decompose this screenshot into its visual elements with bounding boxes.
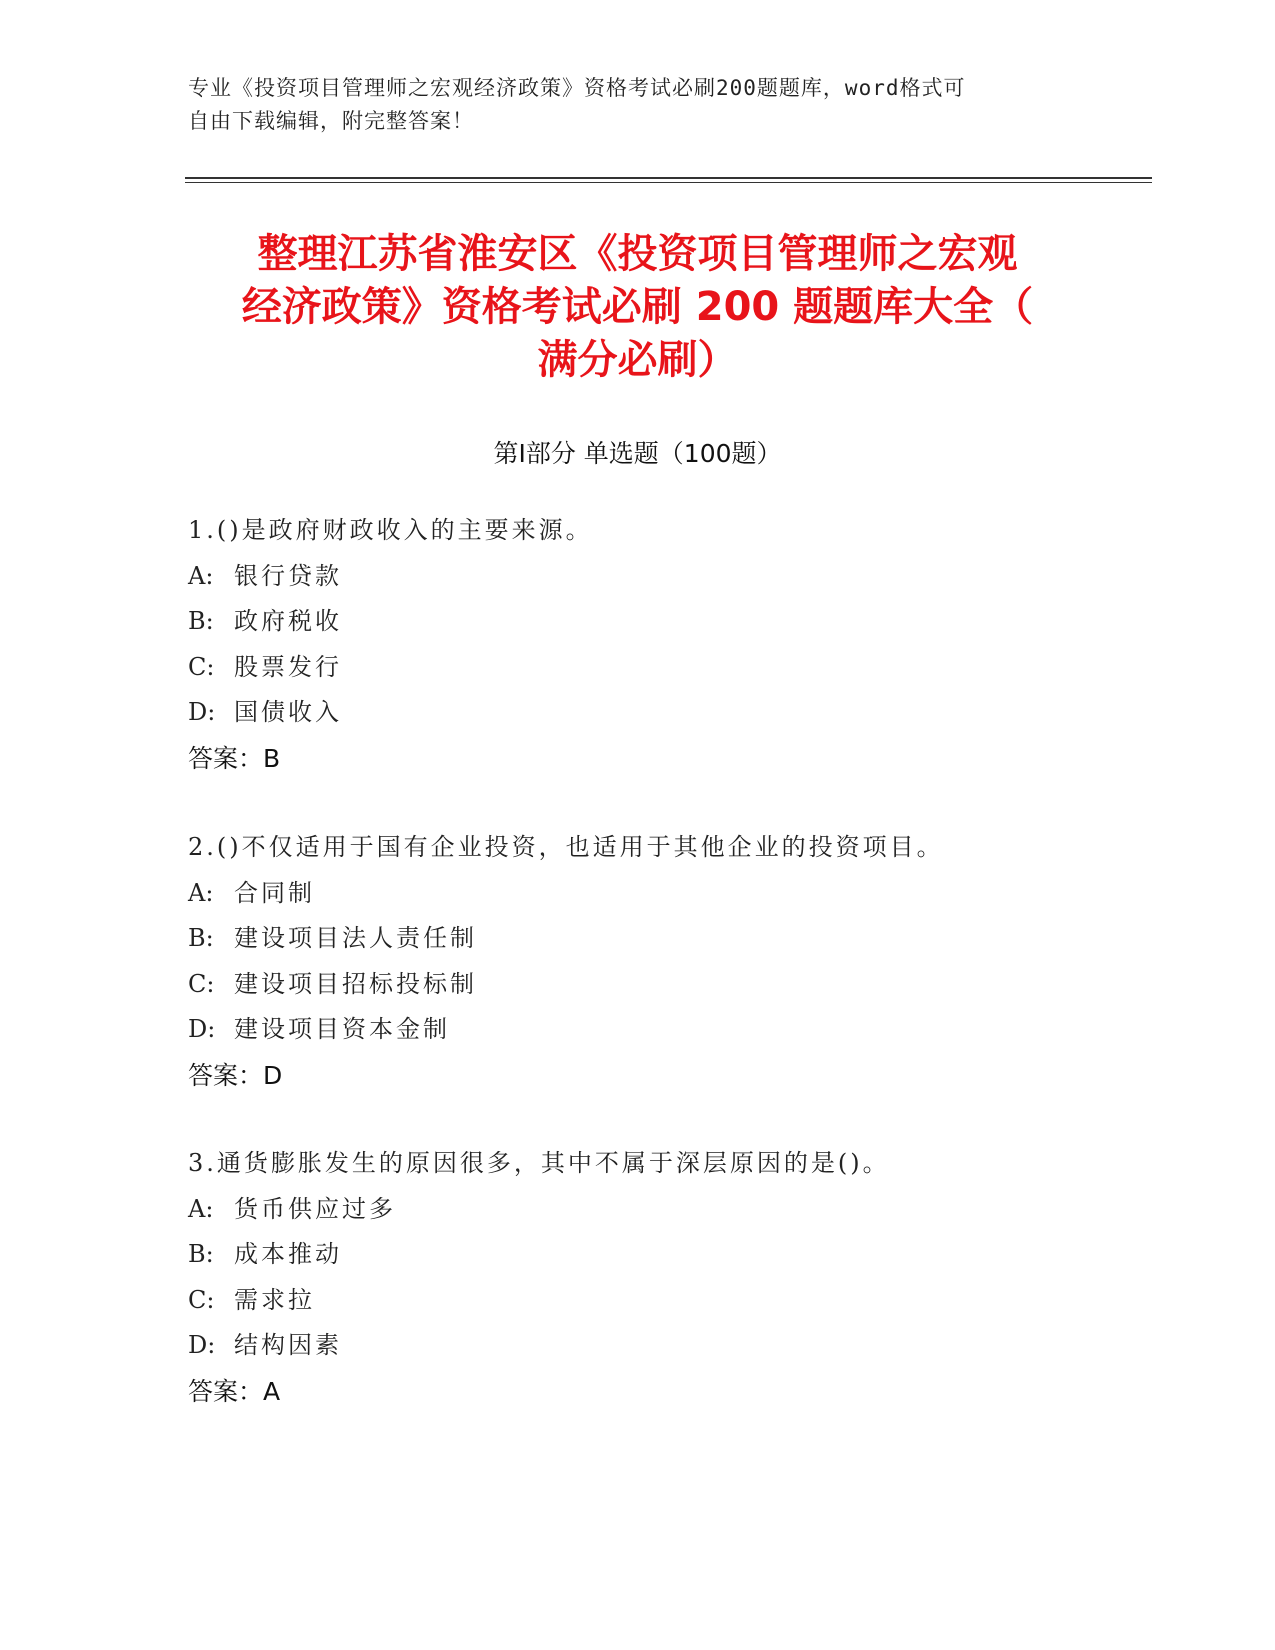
option-text: 银行贷款 <box>234 561 342 590</box>
option-key: B: <box>188 1240 214 1268</box>
title-line: 整理江苏省淮安区《投资项目管理师之宏观 <box>257 231 1018 277</box>
option-key: A: <box>188 561 214 590</box>
header-note-line: 专业《投资项目管理师之宏观经济政策》资格考试必刷200题题库，word格式可 <box>188 76 966 100</box>
question-block <box>188 825 1148 1098</box>
question-option <box>188 962 1148 1008</box>
document-title <box>160 228 1115 387</box>
question-stem: 3.通货膨胀发生的原因很多，其中不属于深层原因的是()。 <box>188 1149 890 1177</box>
option-text: 货币供应过多 <box>234 1194 396 1223</box>
option-text: 结构因素 <box>234 1331 342 1359</box>
question-option <box>188 871 1148 917</box>
question-answer: 答案：D <box>188 1060 283 1090</box>
option-key: A: <box>188 878 214 907</box>
question-option <box>188 1278 1148 1324</box>
option-key: D: <box>188 698 216 726</box>
question-answer: 答案：B <box>188 743 281 773</box>
question-option <box>188 916 1148 962</box>
option-text: 建设项目法人责任制 <box>234 924 477 952</box>
question-block <box>188 508 1148 781</box>
header-note <box>188 72 1088 138</box>
question-option <box>188 599 1148 645</box>
question-answer: 答案：A <box>188 1376 281 1406</box>
option-text: 国债收入 <box>234 698 342 726</box>
option-key: D: <box>188 1331 216 1359</box>
option-key: B: <box>188 607 214 635</box>
option-key: D: <box>188 1015 216 1043</box>
question-option <box>188 1323 1148 1369</box>
option-key: A: <box>188 1194 214 1223</box>
header-note-line: 自由下载编辑，附完整答案！ <box>188 109 474 133</box>
option-text: 合同制 <box>234 878 315 907</box>
option-key: C: <box>188 1285 215 1314</box>
question-stem: 1.()是政府财政收入的主要来源。 <box>188 516 593 544</box>
question-option <box>188 645 1148 691</box>
question-stem: 2.()不仅适用于国有企业投资，也适用于其他企业的投资项目。 <box>188 833 944 861</box>
option-key: B: <box>188 924 214 952</box>
question-option <box>188 554 1148 600</box>
option-text: 需求拉 <box>234 1285 315 1314</box>
header-divider-thin <box>185 182 1152 183</box>
option-text: 股票发行 <box>234 652 342 681</box>
question-option <box>188 690 1148 736</box>
question-option <box>188 1007 1148 1053</box>
option-text: 政府税收 <box>234 607 342 635</box>
header-divider-thick <box>185 177 1152 179</box>
question-option <box>188 1232 1148 1278</box>
option-key: C: <box>188 652 215 681</box>
question-option <box>188 1187 1148 1233</box>
option-text: 建设项目招标投标制 <box>234 969 477 998</box>
option-text: 建设项目资本金制 <box>234 1015 450 1043</box>
section-heading: 第Ⅰ部分 单选题（100题） <box>493 439 782 468</box>
option-text: 成本推动 <box>234 1240 342 1268</box>
title-line: 经济政策》资格考试必刷 200 题题库大全（ <box>241 284 1034 330</box>
question-block <box>188 1141 1148 1414</box>
title-line: 满分必刷） <box>537 337 738 383</box>
option-key: C: <box>188 969 215 998</box>
